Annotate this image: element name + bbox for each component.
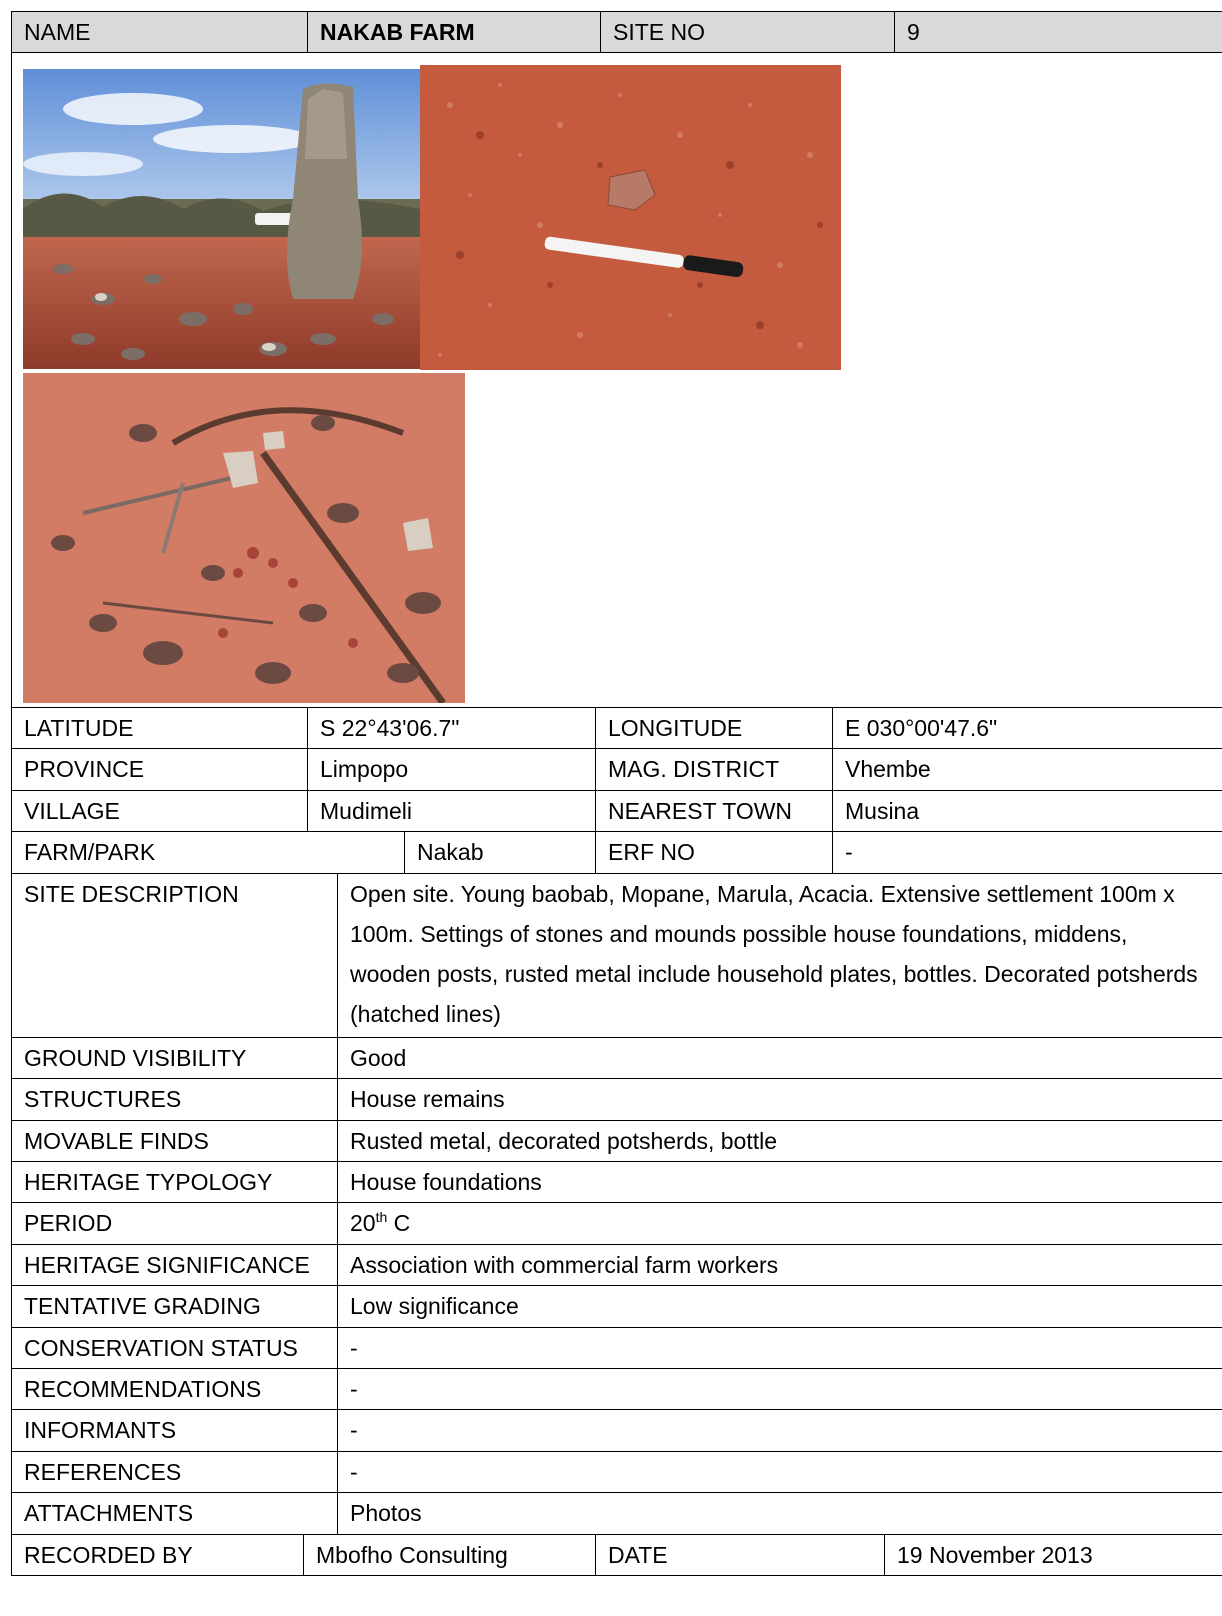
province-row <box>11 748 1222 790</box>
references-row <box>11 1451 1222 1492</box>
name-value: NAKAB FARM <box>307 12 600 52</box>
tentative-grading-value: Low significance <box>337 1286 1222 1327</box>
recorded-by-row <box>11 1534 1222 1575</box>
province-label: PROVINCE <box>11 749 307 790</box>
references-label: REFERENCES <box>11 1452 337 1492</box>
conservation-status-label: CONSERVATION STATUS <box>11 1328 337 1368</box>
recorded-by-label: RECORDED BY <box>11 1535 303 1575</box>
site-no-value: 9 <box>894 12 1222 52</box>
site-description-label: SITE DESCRIPTION <box>11 874 337 1037</box>
date-value: 19 November 2013 <box>884 1535 1222 1575</box>
attachments-value: Photos <box>337 1493 1222 1534</box>
ground-visibility-label: GROUND VISIBILITY <box>11 1038 337 1078</box>
recommendations-row <box>11 1368 1222 1409</box>
longitude-label: LONGITUDE <box>595 708 832 748</box>
heritage-significance-row <box>11 1244 1222 1285</box>
movable-finds-value: Rusted metal, decorated potsherds, bottle <box>337 1121 1222 1161</box>
header-row <box>11 11 1222 52</box>
mag-district-value: Vhembe <box>832 749 1222 790</box>
recorded-by-value: Mbofho Consulting <box>303 1535 595 1575</box>
period-row <box>11 1202 1222 1244</box>
baobab-photo <box>23 69 420 369</box>
informants-row <box>11 1409 1222 1451</box>
structures-label: STRUCTURES <box>11 1079 337 1120</box>
period-number: 20 <box>350 1210 376 1236</box>
erf-no-label: ERF NO <box>595 832 832 873</box>
attachments-row <box>11 1492 1222 1534</box>
province-value: Limpopo <box>307 749 595 790</box>
mag-district-label: MAG. DISTRICT <box>595 749 832 790</box>
period-ordinal: th <box>375 1209 388 1225</box>
recommendations-value: - <box>337 1369 1222 1409</box>
tentative-grading-label: TENTATIVE GRADING <box>11 1286 337 1327</box>
tentative-grading-row <box>11 1285 1222 1327</box>
erf-no-value: - <box>832 832 1222 873</box>
conservation-status-value: - <box>337 1328 1222 1368</box>
informants-value: - <box>337 1410 1222 1451</box>
potsherd-image <box>420 65 841 370</box>
ground-visibility-row <box>11 1037 1222 1078</box>
photo-row <box>11 52 1222 707</box>
table-bottom-border <box>11 1575 1222 1576</box>
heritage-typology-row <box>11 1161 1222 1202</box>
informants-label: INFORMANTS <box>11 1410 337 1451</box>
potsherd-photo <box>420 65 841 370</box>
village-value: Mudimeli <box>307 791 595 831</box>
period-value <box>337 1203 1222 1244</box>
name-label: NAME <box>11 12 307 52</box>
site-description-value: Open site. Young baobab, Mopane, Marula, Acacia. Extensive settlement 100m x 100m. Settings of stones and mounds possible house foundations, middens, wooden posts, rusted metal include household plates, bottles. Decorated potsherds (hatched lines) <box>337 874 1222 1037</box>
date-label: DATE <box>595 1535 884 1575</box>
farm-park-label: FARM/PARK <box>11 832 404 873</box>
village-row <box>11 790 1222 831</box>
latitude-label: LATITUDE <box>11 708 307 748</box>
longitude-value: E 030°00'47.6" <box>832 708 1222 748</box>
references-value: - <box>337 1452 1222 1492</box>
conservation-status-row <box>11 1327 1222 1368</box>
heritage-typology-value: House foundations <box>337 1162 1222 1202</box>
site-no-label: SITE NO <box>600 12 894 52</box>
recommendations-label: RECOMMENDATIONS <box>11 1369 337 1409</box>
attachments-label: ATTACHMENTS <box>11 1493 337 1534</box>
latitude-value: S 22°43'06.7" <box>307 708 595 748</box>
farm-park-value: Nakab <box>404 832 595 873</box>
movable-finds-label: MOVABLE FINDS <box>11 1121 337 1161</box>
ground-visibility-value: Good <box>337 1038 1222 1078</box>
farm-park-row <box>11 831 1222 873</box>
nearest-town-value: Musina <box>832 791 1222 831</box>
heritage-typology-label: HERITAGE TYPOLOGY <box>11 1162 337 1202</box>
period-label: PERIOD <box>11 1203 337 1244</box>
heritage-significance-label: HERITAGE SIGNIFICANCE <box>11 1245 337 1285</box>
village-label: VILLAGE <box>11 791 307 831</box>
metal-remains-photo <box>23 373 465 703</box>
movable-finds-row <box>11 1120 1222 1161</box>
period-suffix: C <box>387 1210 411 1236</box>
latitude-row <box>11 707 1222 748</box>
heritage-significance-value: Association with commercial farm workers <box>337 1245 1222 1285</box>
structures-value: House remains <box>337 1079 1222 1120</box>
structures-row <box>11 1078 1222 1120</box>
nearest-town-label: NEAREST TOWN <box>595 791 832 831</box>
baobab-image <box>23 69 420 369</box>
site-description-row <box>11 873 1222 1037</box>
metal-remains-image <box>23 373 465 703</box>
